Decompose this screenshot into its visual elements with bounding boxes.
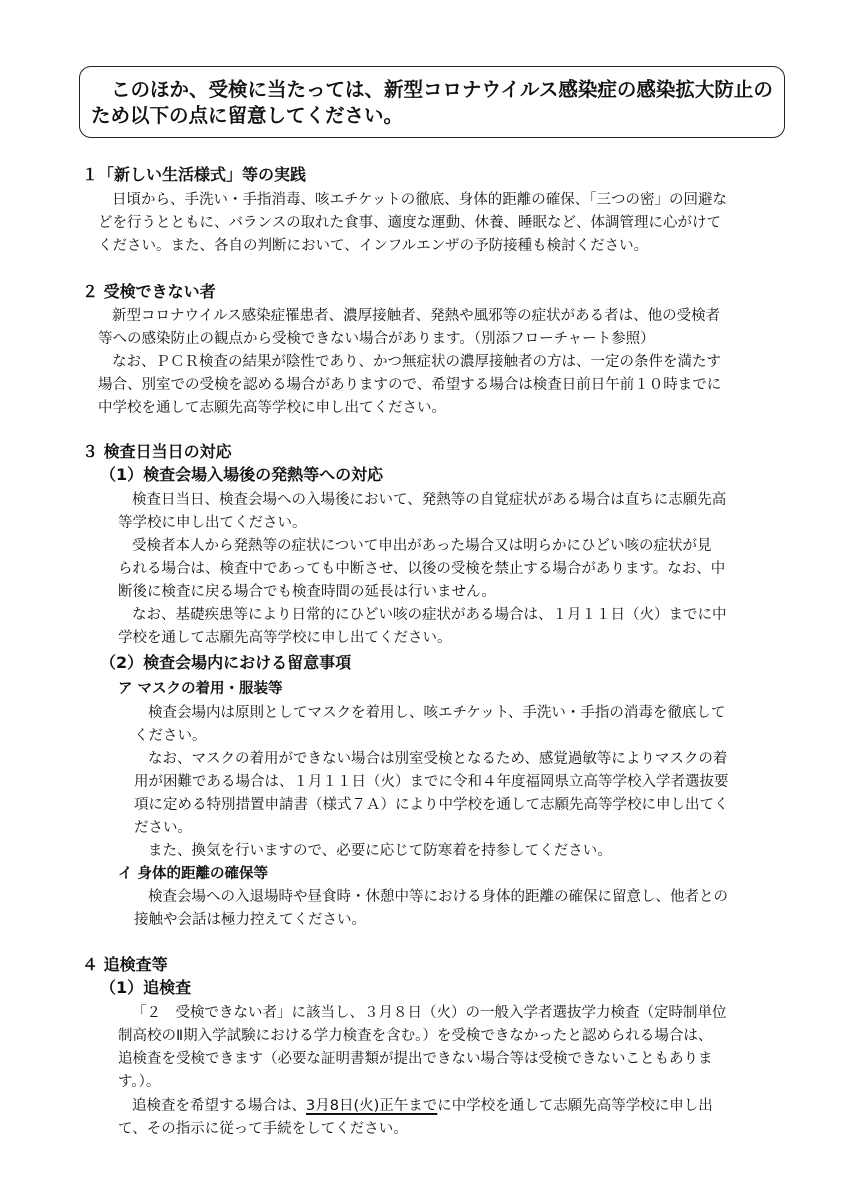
section-4-heading: ４ 追検査等 xyxy=(82,955,168,974)
paragraph-line: 検査日当日、検査会場への入場後において、発熱等の自覚症状がある場合は直ちに志願先高 xyxy=(132,492,727,508)
section-3-1-heading: （1）検査会場入場後の発熱等への対応 xyxy=(100,465,384,484)
paragraph-line: なお、マスクの着用ができない場合は別室受検となるため、感覚過敏等によりマスクの着 xyxy=(148,751,728,767)
paragraph-line: ください。また、各自の判断において、インフルエンザの予防接種も検討ください。 xyxy=(98,238,649,254)
subsection-a-heading: ア マスクの着用・服装等 xyxy=(118,681,283,697)
paragraph-line: 「２ 受検できない者」に該当し、３月８日（火）の一般入学者選抜学力検査（定時制単位 xyxy=(132,1005,727,1021)
paragraph-line: 日頃から、手洗い・手指消毒、咳エチケットの徹底、身体的距離の確保、「三つの密」の回避な xyxy=(112,192,727,208)
paragraph-line: 検査会場への入退場時や昼食時・休憩中等における身体的距離の確保に留意し、他者との xyxy=(148,889,728,905)
paragraph-line: 受検者本人から発熱等の症状について申出があった場合又は明らかにひどい咳の症状が見 xyxy=(132,538,712,554)
paragraph-line: 等学校に申し出てください。 xyxy=(118,515,307,531)
deadline-post: に中学校を通して志願先高等学校に申し出 xyxy=(437,1098,713,1114)
paragraph-line: す。）。 xyxy=(118,1074,161,1090)
paragraph-line: ください。 xyxy=(134,728,207,744)
paragraph-line: られる場合は、検査中であっても中断させ、以後の受検を禁止する場合があります。なお、中 xyxy=(118,561,726,577)
paragraph-line: ださい。 xyxy=(134,820,192,836)
notice-line-1: このほか、受検に当たっては、新型コロナウイルス感染症の感染拡大防止の xyxy=(111,78,773,101)
paragraph-line: 検査会場内は原則としてマスクを着用し、咳エチケット、手洗い・手指の消毒を徹底して xyxy=(148,705,726,721)
deadline-line xyxy=(132,1096,713,1116)
paragraph-line: 断後に検査に戻る場合でも検査時間の延長は行いません。 xyxy=(118,584,496,600)
section-3-2-heading: （2）検査会場内における留意事項 xyxy=(100,653,352,672)
paragraph-line: なお、基礎疾患等により日常的にひどい咳の症状がある場合は、１月１１日（火）までに中 xyxy=(132,607,727,623)
paragraph-line: 接触や会話は極力控えてください。 xyxy=(134,912,366,928)
subsection-i-heading: イ 身体的距離の確保等 xyxy=(118,866,269,882)
notice-line-2: ため以下の点に留意してください。 xyxy=(91,104,404,127)
paragraph-line: また、換気を行いますので、必要に応じて防寒着を持参してください。 xyxy=(148,843,612,859)
paragraph-line: 場合、別室での受検を認める場合がありますので、希望する場合は検査日前日午前１０時までに xyxy=(98,377,722,393)
paragraph-line: どを行うとともに、バランスの取れた食事、適度な運動、休養、睡眠など、体調管理に心がけて xyxy=(98,215,722,231)
paragraph-line: 中学校を通して志願先高等学校に申し出てください。 xyxy=(98,400,446,416)
section-3-heading: ３ 検査日当日の対応 xyxy=(82,442,232,461)
paragraph-line: て、その指示に従って手続をしてください。 xyxy=(118,1121,408,1137)
paragraph-line: 学校を通して志願先高等学校に申し出てください。 xyxy=(118,630,452,646)
paragraph-line: 用が困難である場合は、１月１１日（火）までに令和４年度福岡県立高等学校入学者選抜要 xyxy=(134,774,729,790)
paragraph-line: 項に定める特別措置申請書（様式７Ａ）により中学校を通して志願先高等学校に申し出てく xyxy=(134,797,729,813)
section-1-heading: １「新しい生活様式」等の実践 xyxy=(82,165,307,184)
paragraph-line: 等への感染防止の観点から受検できない場合があります。（別添フローチャート参照） xyxy=(98,331,655,347)
paragraph-line: 新型コロナウイルス感染症罹患者、濃厚接触者、発熱や風邪等の症状がある者は、他の受検者 xyxy=(112,308,721,324)
deadline-pre: 追検査を希望する場合は、 xyxy=(132,1098,306,1114)
deadline-date: 3月8日(火)正午まで xyxy=(306,1098,438,1114)
paragraph-line: 追検査を受検できます（必要な証明書類が提出できない場合等は受検できないこともありま xyxy=(118,1051,713,1067)
section-2-heading: ２ 受検できない者 xyxy=(82,282,216,301)
paragraph-line: なお、ＰＣＲ検査の結果が陰性であり、かつ無症状の濃厚接触者の方は、一定の条件を満たす xyxy=(112,354,721,370)
section-4-1-heading: （1）追検査 xyxy=(100,978,192,997)
paragraph-line: 制高校のⅡ期入学試験における学力検査を含む。）を受検できなかったと認められる場合は、 xyxy=(118,1028,713,1044)
